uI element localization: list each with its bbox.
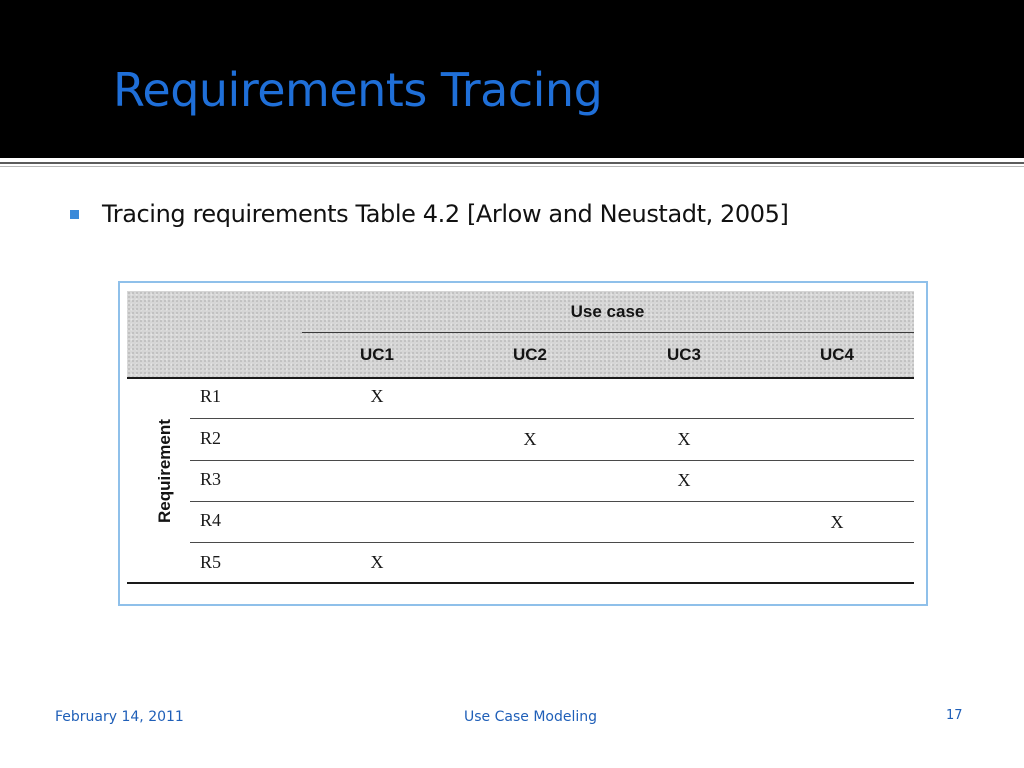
table-cell-r2-uc3: X bbox=[677, 429, 691, 449]
row-divider bbox=[190, 542, 914, 543]
title-divider bbox=[0, 162, 1024, 164]
column-header-uc2: UC2 bbox=[512, 345, 547, 364]
row-label-r3: R3 bbox=[200, 469, 222, 489]
table-bottom-rule bbox=[127, 582, 914, 584]
bullet-text: Tracing requirements Table 4.2 [Arlow and Neustadt, 2005] bbox=[102, 200, 789, 228]
table-cell-r1-uc1: X bbox=[370, 386, 384, 406]
row-divider bbox=[190, 501, 914, 502]
table-cell-r3-uc3: X bbox=[677, 470, 691, 490]
table-cell-r5-uc1: X bbox=[370, 552, 384, 572]
footer-title: Use Case Modeling bbox=[464, 709, 597, 725]
row-label-r1: R1 bbox=[200, 386, 222, 406]
column-header-uc3: UC3 bbox=[666, 345, 701, 364]
row-divider bbox=[190, 418, 914, 419]
table-cell-r4-uc4: X bbox=[830, 512, 844, 532]
slide-title: Requirements Tracing bbox=[113, 63, 603, 117]
row-label-r4: R4 bbox=[200, 510, 222, 530]
row-label-r2: R2 bbox=[200, 428, 222, 448]
footer-date: February 14, 2011 bbox=[55, 709, 184, 725]
bullet-item bbox=[70, 194, 789, 234]
column-header-uc4: UC4 bbox=[819, 345, 854, 364]
column-header-uc1: UC1 bbox=[359, 345, 394, 364]
use-case-group-header: Use case bbox=[570, 302, 645, 321]
use-case-header-rule bbox=[302, 332, 914, 333]
square-bullet-icon bbox=[70, 210, 79, 219]
table-cell-r2-uc2: X bbox=[523, 429, 537, 449]
row-label-r5: R5 bbox=[200, 552, 222, 572]
slide-number: 17 bbox=[946, 708, 963, 723]
title-divider-thin bbox=[0, 166, 1024, 167]
header-bottom-rule bbox=[127, 377, 914, 379]
requirement-axis-label: Requirement bbox=[155, 419, 174, 523]
row-divider bbox=[190, 460, 914, 461]
title-bar bbox=[0, 0, 1024, 158]
